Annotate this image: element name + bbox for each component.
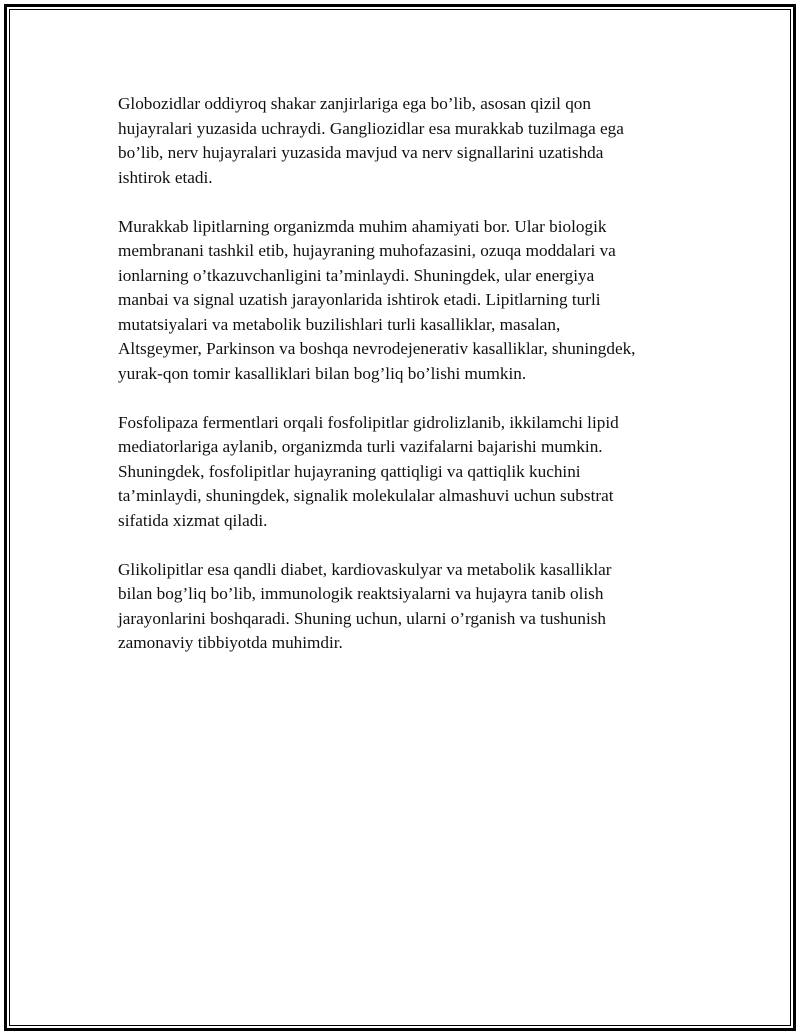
- paragraph-glycolipids: Glikolipitlar esa qandli diabet, kardiovaskulyar va metabolik kasalliklar bilan bog’liq bo’lib, immunologik reaktsiyalarni va hujayra tanib olish jarayonlarini boshqaradi. Shuning uchun, ularni o’rganish va tushunish zamonaviy tibbiyotda muhimdir.: [118, 559, 612, 652]
- paragraph-phospholipase: Fosfolipaza fermentlari orqali fosfolipitlar gidrolizlanib, ikkilamchi lipid mediatorlariga aylanib, organizmda turli vazifalarni bajarishi mumkin. Shuningdek, fosfolipitlar hujayraning qattiqligi va qattiqlik kuchini ta’minlaydi, shuningdek, signalik molekulalar almashuvi uchun substrat sifatida xizmat qiladi.: [118, 412, 619, 530]
- paragraph-globosides: Globozidlar oddiyroq shakar zanjirlariga ega bo’lib, asosan qizil qon hujayralari yuzasida uchraydi. Gangliozidlar esa murakkab tuzilmaga ega bo’lib, nerv hujayralari yuzasida mavjud va nerv signallarini uzatishda ishtirok etadi.: [118, 94, 624, 187]
- document-body: [118, 92, 678, 680]
- paragraph-complex-lipids: Murakkab lipitlarning organizmda muhim ahamiyati bor. Ular biologik membranani tashkil etib, hujayraning muhofazasini, ozuqa moddalari va ionlarning o’tkazuvchanligini ta’minlaydi. Shuningdek, ular energiya manbai va signal uzatish jarayonlarida ishtirok etadi. Lipitlarning turli mutatsiyalari va metabolik buzilishlari turli kasalliklar, masalan, Altsgeymer, Parkinson va boshqa nevrodejenerativ kasalliklar, shuningdek, yurak-qon tomir kasalliklari bilan bog’liq bo’lishi mumkin.: [118, 216, 636, 383]
